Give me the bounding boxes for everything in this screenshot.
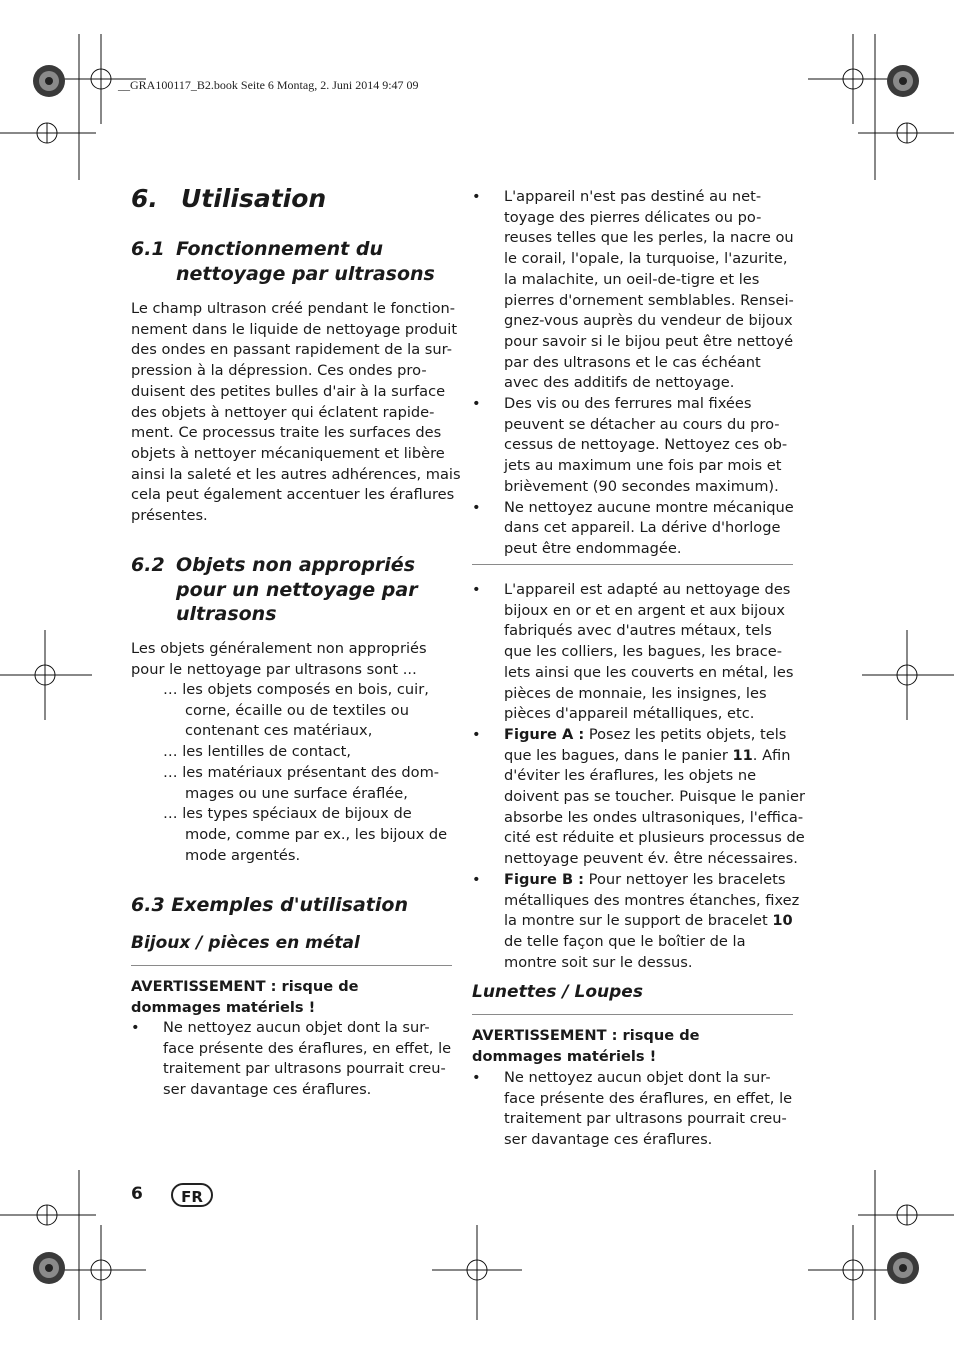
text-line: ser davantage ces éraflures.	[504, 1131, 713, 1149]
text-line: Ne nettoyez aucun objet dont la sur-	[163, 1019, 430, 1036]
text-line: toyage des pierres délicates ou po-	[504, 208, 762, 226]
text-line: par des ultrasons et le cas échéant	[504, 353, 761, 371]
section-heading-6-2	[131, 553, 461, 627]
text-line: Les objets généralement non appropriés	[131, 640, 427, 657]
text-line: ainsi la saleté et les autres adhérences, mais	[131, 465, 461, 483]
text-line: face présente des éraflures, en effet, le	[163, 1039, 452, 1057]
chapter-number: 6.	[131, 184, 158, 213]
list-item	[472, 1068, 792, 1151]
text-line: nement dans le liquide de nettoyage produit	[131, 320, 458, 338]
section-6-2-intro	[131, 639, 427, 680]
bullet: •	[472, 1069, 481, 1086]
bullet: •	[472, 395, 481, 413]
text-line: fabriqués avec d'autres métaux, tels	[504, 622, 772, 640]
list-item	[131, 1018, 451, 1101]
text-line: peuvent se détacher au cours du pro-	[504, 415, 780, 433]
text-line: jets au maximum une fois par mois et	[504, 457, 782, 475]
text-line: L'appareil n'est pas destiné au net-	[504, 188, 762, 205]
text-line: dans cet appareil. La dérive d'horloge	[504, 519, 781, 537]
text-line: … les lentilles de contact,	[163, 743, 352, 761]
text-line: de telle façon que le boîtier de la	[504, 932, 746, 950]
section-number: 6.1	[131, 238, 165, 260]
text-line: traitement par ultrasons pourrait creu-	[504, 1110, 787, 1128]
text-line: doivent pas se toucher. Puisque le panier	[504, 788, 805, 806]
text-line: des objets à nettoyer qui éclatent rapide-	[131, 403, 435, 421]
text-line: … les matériaux présentant des dom-	[163, 763, 440, 781]
text-line: bijoux en or et en argent et aux bijoux	[504, 601, 786, 619]
text-line: absorbe les ondes ultrasoniques, l'effica-	[504, 808, 804, 826]
text-line: Ne nettoyez aucun objet dont la sur-	[504, 1069, 771, 1086]
list-item	[472, 394, 794, 498]
chapter-title-text: Utilisation	[181, 184, 327, 213]
list-item	[472, 498, 794, 560]
text-line: AVERTISSEMENT : risque de	[472, 1027, 700, 1044]
figure-a-label: Figure A :	[504, 725, 585, 743]
text-line: dommages matériels !	[472, 1047, 657, 1065]
bullet: •	[472, 870, 481, 888]
text-line: nettoyage peuvent év. être nécessaires.	[504, 850, 798, 868]
warning-list	[131, 1018, 451, 1101]
figure-a-item	[472, 725, 805, 870]
bullet: •	[131, 1019, 140, 1036]
text-line: pièces d'appareil métalliques, etc.	[504, 705, 755, 723]
text-span: la montre sur le support de bracelet	[504, 912, 773, 930]
section-title-line: nettoyage par ultrasons	[176, 262, 435, 285]
warning-heading	[131, 977, 359, 1018]
text-line: avec des additifs de nettoyage.	[504, 374, 735, 392]
text-span: . Afin	[752, 746, 791, 764]
text-line: pour le nettoyage par ultrasons sont ...	[131, 660, 417, 678]
text-line: corne, écaille ou de textiles ou	[185, 701, 409, 719]
text-line	[504, 911, 805, 932]
text-line: … les objets composés en bois, cuir,	[163, 681, 429, 698]
warning-list	[472, 1068, 792, 1151]
print-header: __GRA100117_B2.book Seite 6 Montag, 2. Juni 2014 9:47 09	[118, 78, 419, 92]
text-line: mode argentés.	[185, 846, 301, 864]
divider	[472, 1014, 793, 1015]
list-item	[472, 580, 805, 725]
text-line: que les colliers, les bagues, les brace-	[504, 643, 782, 661]
text-line: pierres d'ornement semblables. Rensei-	[504, 291, 794, 309]
bullet: •	[472, 581, 481, 598]
text-line: présentes.	[131, 507, 208, 525]
section-title-line: Fonctionnement du	[176, 238, 383, 260]
text-line: ment. Ce processus traite les surfaces des	[131, 424, 442, 442]
text-line: cessus de nettoyage. Nettoyez ces ob-	[504, 436, 788, 454]
text-span: Pour nettoyer les bracelets	[584, 870, 786, 888]
list-item	[163, 680, 447, 742]
text-line: dommages matériels !	[131, 998, 316, 1016]
section-6-1-body	[131, 299, 461, 527]
subheading-glasses: Lunettes / Loupes	[472, 982, 643, 1002]
figure-b-label: Figure B :	[504, 870, 585, 888]
text-line: pour savoir si le bijou peut être nettoyé	[504, 332, 794, 350]
text-line: métalliques des montres étanches, fixez	[504, 891, 800, 909]
text-line: Ne nettoyez aucune montre mécanique	[504, 498, 794, 516]
text-line	[504, 746, 805, 767]
text-line: brièvement (90 secondes maximum).	[504, 477, 779, 495]
text-line: Le champ ultrason créé pendant le fonction-	[131, 300, 456, 317]
divider	[472, 564, 793, 565]
text-line: mode, comme par ex., les bijoux de	[185, 825, 448, 843]
text-line: traitement par ultrasons pourrait creu-	[163, 1060, 446, 1078]
text-line: peut être endommagée.	[504, 539, 682, 557]
bullet: •	[472, 725, 481, 743]
text-line: pièces de monnaie, les insignes, les	[504, 684, 767, 702]
part-ref-basket: 11	[732, 746, 753, 764]
text-span: que les bagues, dans le panier	[504, 746, 733, 764]
text-line: cité est réduite et plusieurs processus de	[504, 829, 805, 847]
text-line: gnez-vous auprès du vendeur de bijoux	[504, 312, 793, 330]
bullet: •	[472, 498, 481, 516]
section-heading-6-1	[131, 237, 461, 286]
part-ref-bracelet-holder: 10	[772, 912, 793, 930]
text-line: le corail, l'opale, la turquoise, l'azurite,	[504, 250, 788, 268]
text-line: la malachite, un oeil-de-tigre et les	[504, 270, 760, 288]
text-line: lets ainsi que les couverts en métal, les	[504, 663, 794, 681]
text-line: … les types spéciaux de bijoux de	[163, 805, 412, 823]
section-number: 6.2	[131, 554, 165, 576]
unsuitable-items-notes	[472, 187, 794, 560]
text-line: face présente des éraflures, en effet, le	[504, 1089, 793, 1107]
list-item	[163, 763, 447, 804]
list-item	[472, 187, 794, 394]
text-line: mages ou une surface éraflée,	[185, 784, 408, 802]
figure-b-item	[472, 870, 805, 974]
text-line: d'éviter les éraflures, les objets ne	[504, 767, 757, 785]
text-line: cela peut également accentuer les éraflures	[131, 486, 455, 504]
page-number: 6	[131, 1184, 143, 1204]
text-line: duisent des petites bulles d'air à la surface	[131, 382, 446, 400]
text-line	[504, 870, 805, 891]
divider	[131, 965, 452, 966]
text-line: Des vis ou des ferrures mal fixées	[504, 395, 752, 413]
list-item	[163, 742, 447, 763]
section-heading-6-3: 6.3 Exemples d'utilisation	[131, 894, 408, 916]
section-title-line: Objets non appropriés	[176, 554, 416, 576]
text-line: objets à nettoyer mécaniquement et libère	[131, 444, 445, 462]
chapter-title	[131, 184, 326, 213]
language-badge: FR	[171, 1183, 213, 1207]
text-line: montre soit sur le dessus.	[504, 953, 693, 971]
text-line: reuses telles que les perles, la nacre ou	[504, 229, 794, 247]
section-title-line: pour un nettoyage par	[176, 578, 418, 601]
text-line: AVERTISSEMENT : risque de	[131, 978, 359, 995]
text-span: Posez les petits objets, tels	[584, 725, 787, 743]
subheading-jewelry: Bijoux / pièces en métal	[131, 933, 360, 953]
bullet: •	[472, 188, 481, 205]
section-title-line: ultrasons	[176, 603, 277, 625]
text-line: pression à la dépression. Ces ondes pro-	[131, 362, 427, 380]
text-line: des ondes en passant rapidement de la sur-	[131, 341, 452, 359]
list-item	[163, 804, 447, 866]
unsuitable-objects-list	[163, 680, 447, 866]
suitable-items-list	[472, 580, 805, 973]
text-line: contenant ces matériaux,	[185, 722, 373, 740]
text-line: ser davantage ces éraflures.	[163, 1081, 372, 1099]
text-line	[504, 725, 805, 746]
warning-heading	[472, 1026, 700, 1067]
text-line: L'appareil est adapté au nettoyage des	[504, 581, 791, 598]
